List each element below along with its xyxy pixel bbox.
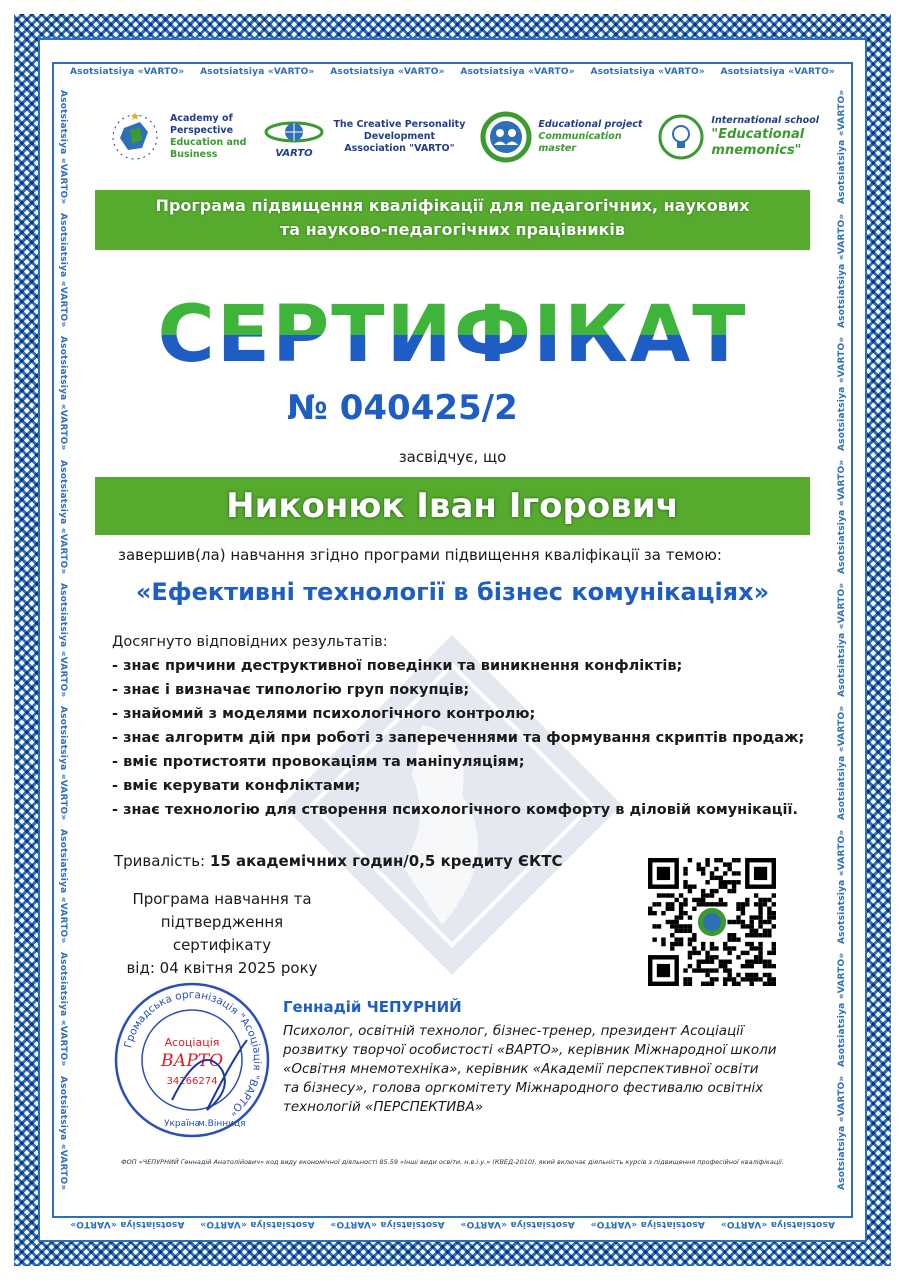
program-banner: Програма підвищення кваліфікації для педагогічних, наукових та науково-педагогічних працівників [95,190,810,250]
results-intro: Досягнуто відповідних результатів: [112,634,388,650]
result-item: - знає алгоритм дій при роботі з запереченнями та формування скриптів продаж; [112,730,805,746]
academy-logo-icon [106,108,164,166]
signer-description: Психолог, освітній технолог, бізнес-тренер, президент Асоціації розвитку творчої особистості «ВАРТО», керівник Міжнародної школи «Освітня мнемотехніка», керівник «Академії перспективної освіти та бізнесу», голова оргкомітету Міжнародного фестивалю освітніх технологій «ПЕРСПЕКТИВА» [283,1023,777,1115]
border-text-right: Asotsiatsiya «VARTO» Asotsiatsiya «VARTO» Asotsiatsiya «VARTO» Asotsiatsiya «VARTO» Asotsiatsiya «VARTO» Asotsiatsiya «VARTO» Asotsiatsiya «VARTO» Asotsiatsiya «VARTO» Asotsiatsiya «VARTO» [837,90,847,1190]
learning-results [112,630,823,822]
varto-logo-icon [261,112,327,162]
svg-text:Асоціація: Асоціація [164,1036,220,1049]
footer-legal-text: ФОП «ЧЕПУРНИЙ Геннадій Анатолійович» код виду економічної діяльності 85.59 «Інші види освіти, н.в.і.у.» (КВЕД-2010), який включає діяльність курсів з підвищення професійної кваліфікації. [121,1158,784,1166]
mnemonics-lightbulb-icon [657,113,705,161]
border-text-left: Asotsiatsiya «VARTO» Asotsiatsiya «VARTO» Asotsiatsiya «VARTO» Asotsiatsiya «VARTO» Asotsiatsiya «VARTO» Asotsiatsiya «VARTO» Asotsiatsiya «VARTO» Asotsiatsiya «VARTO» Asotsiatsiya «VARTO» [58,90,68,1190]
certifies-text: засвідчує, що [398,448,507,466]
course-duration: Тривалість: 15 академічних годин/0,5 кредиту ЄКТС [114,852,563,870]
result-item: - знає і визначає типологію груп покупців; [112,682,470,698]
logo-educational-mnemonics: International school "Educational mnemonics" [657,113,819,161]
logo-academy: Academy of Perspective Education and Business [106,108,246,166]
logo-row [106,102,819,172]
organization-seal-icon [112,980,272,1140]
logo-varto: VARTO The Creative Personality Development Association "VARTO" [261,112,465,162]
result-item: - знає причини деструктивної поведінки та виникнення конфліктів; [112,658,683,674]
recipient-name: Никонюк Іван Ігорович [95,477,810,535]
certificate-content [72,80,833,1200]
svg-text:Україна: Україна [164,1119,201,1129]
border-text-bottom: Asotsiatsiya «VARTO» Asotsiatsiya «VARTO» Asotsiatsiya «VARTO» Asotsiatsiya «VARTO» Asotsiatsiya «VARTO» Asotsiatsiya «VARTO» [70,1219,835,1229]
svg-text:ВАРТО: ВАРТО [160,1051,224,1071]
certificate-number: № 040425/2 [287,388,518,428]
qr-code-icon[interactable] [648,858,776,986]
border-text-top: Asotsiatsiya «VARTO» Asotsiatsiya «VARTO» Asotsiatsiya «VARTO» Asotsiatsiya «VARTO» Asotsiatsiya «VARTO» Asotsiatsiya «VARTO» [70,67,835,77]
completed-text: завершив(ла) навчання згідно програми підвищення кваліфікації за темою: [118,546,722,564]
svg-text:34266274: 34266274 [166,1076,218,1087]
logo-communication-master: Educational project Communication master [480,111,642,163]
svg-text:м.Вінниця: м.Вінниця [198,1119,246,1129]
result-item: - знає технологію для створення психологічного комфорту в діловій комунікації. [112,802,798,818]
communication-master-icon [480,111,532,163]
result-item: - вміє керувати конфліктами; [112,778,361,794]
program-confirmation: Програма навчання та підтвердження сертифікату від: 04 квітня 2025 року [126,890,318,977]
certificate-title: СЕРТИФІКАТ [72,290,833,380]
svg-text:VARTO: VARTO [275,148,314,159]
result-item: - знайомий з моделями психологічного контролю; [112,706,536,722]
result-item: - вміє протистояти провокаціям та маніпуляціям; [112,754,525,770]
signer-name: Геннадій ЧЕПУРНИЙ [283,998,462,1016]
svg-text:Громадська організація "Асоціа: Громадська організація "Асоціація "ВАРТО" [122,988,264,1118]
course-topic: «Ефективні технології в бізнес комунікаціях» [135,578,770,606]
